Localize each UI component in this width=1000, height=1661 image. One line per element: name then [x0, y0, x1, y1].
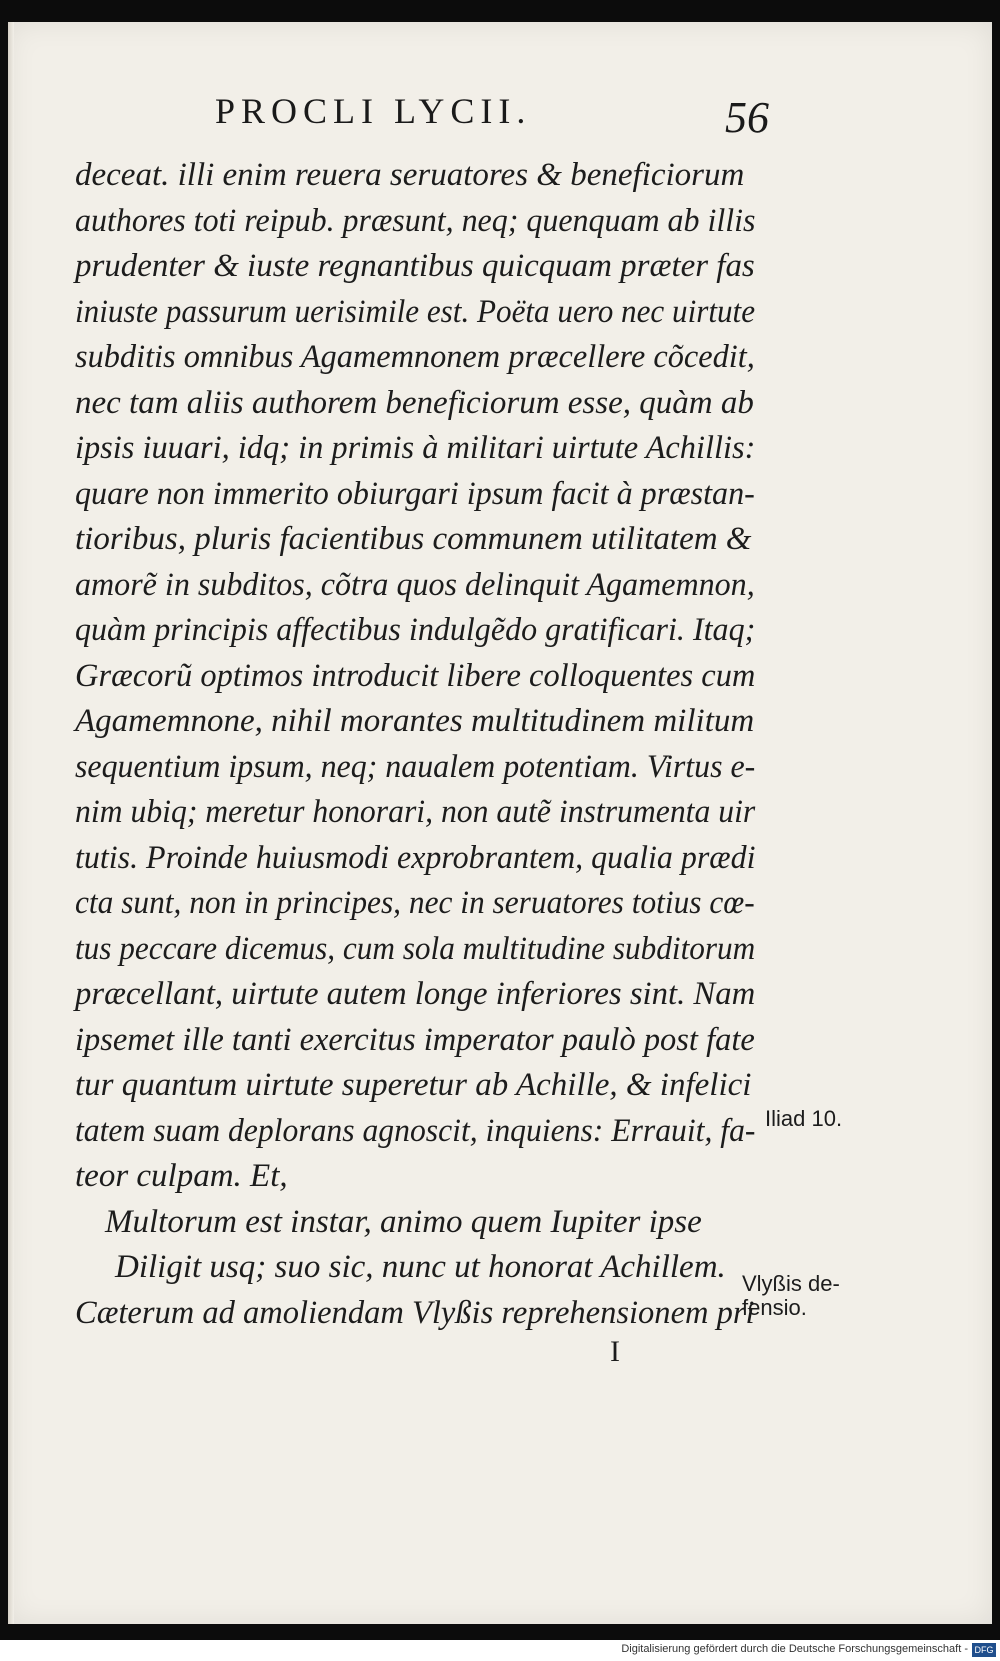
- text-line: tus peccare dicemus, cum sola multitudine subditorum: [75, 930, 756, 967]
- text-line: Græcorũ optimos introducit libere colloquentes cum: [75, 657, 756, 694]
- text-line: sequentium ipsum, neq; naualem potentiam. Virtus e-: [75, 748, 756, 785]
- text-line: tutis. Proinde huiusmodi exprobrantem, qualia prædi: [75, 839, 756, 876]
- text-line: tioribus, pluris facientibus communem utilitatem &: [75, 521, 752, 557]
- running-head: PROCLI LYCII.: [215, 91, 532, 131]
- text-line: ipsemet ille tanti exercitus imperator paulò post fate: [75, 1021, 755, 1058]
- text-line: nim ubiq; meretur honorari, non autẽ instrumenta uir: [75, 794, 756, 830]
- verse-line: Diligit usq; suo sic, nunc ut honorat Achillem.: [115, 1249, 726, 1285]
- text-line: deceat. illi enim reuera seruatores & beneficiorum: [75, 157, 745, 193]
- text-line: amorẽ in subditos, cõtra quos delinquit Agamemnon,: [75, 566, 755, 603]
- text-line: authores toti reipub. præsunt, neq; quenquam ab illis: [75, 202, 756, 239]
- margin-note-ulysses: [742, 1272, 840, 1320]
- body-text: [75, 153, 755, 1336]
- text-line: Agamemnone, nihil morantes multitudinem militum: [75, 703, 755, 739]
- footer-bar: [0, 1640, 1000, 1661]
- text-line: iniuste passurum uerisimile est. Poëta uero nec uirtute: [75, 293, 756, 330]
- text-line: quàm principis affectibus indulgẽdo gratificari. Itaq;: [75, 612, 756, 648]
- margin-note-line: Vlyßis de-: [742, 1271, 840, 1296]
- text-line: tur quantum uirtute superetur ab Achille, & infelici: [75, 1067, 752, 1103]
- text-line: prudenter & iuste regnantibus quicquam præter fas: [75, 248, 755, 284]
- signature-mark: I: [610, 1335, 620, 1368]
- text-line: quare non immerito obiurgari ipsum facit à præstan-: [75, 475, 755, 512]
- text-line: ipsis iuuari, idq; in primis à militari uirtute Achillis:: [75, 430, 756, 466]
- page-edge: [8, 22, 14, 1624]
- text-line: tatem suam deplorans agnoscit, inquiens: Errauit, fa-: [75, 1112, 756, 1149]
- text-line: Cæterum ad amoliendam Vlyßis reprehensionem pri: [75, 1294, 755, 1331]
- dfg-logo: DFG: [972, 1643, 996, 1657]
- verse-line: Multorum est instar, animo quem Iupiter ipse: [105, 1203, 702, 1240]
- text-line: præcellant, uirtute autem longe inferiores sint. Nam: [75, 976, 756, 1012]
- footer-credit: Digitalisierung gefördert durch die Deutsche Forschungsgemeinschaft -: [621, 1643, 968, 1655]
- text-line: teor culpam. Et,: [75, 1158, 288, 1194]
- margin-note-iliad: Iliad 10.: [765, 1106, 843, 1131]
- margin-note-line: fensio.: [742, 1295, 807, 1320]
- text-line: cta sunt, non in principes, nec in seruatores totius cœ-: [75, 885, 755, 921]
- text-line: nec tam aliis authorem beneficiorum esse, quàm ab: [75, 384, 754, 421]
- text-line: subditis omnibus Agamemnonem præcellere cõcedit,: [75, 339, 755, 375]
- page-number: 56: [725, 93, 769, 142]
